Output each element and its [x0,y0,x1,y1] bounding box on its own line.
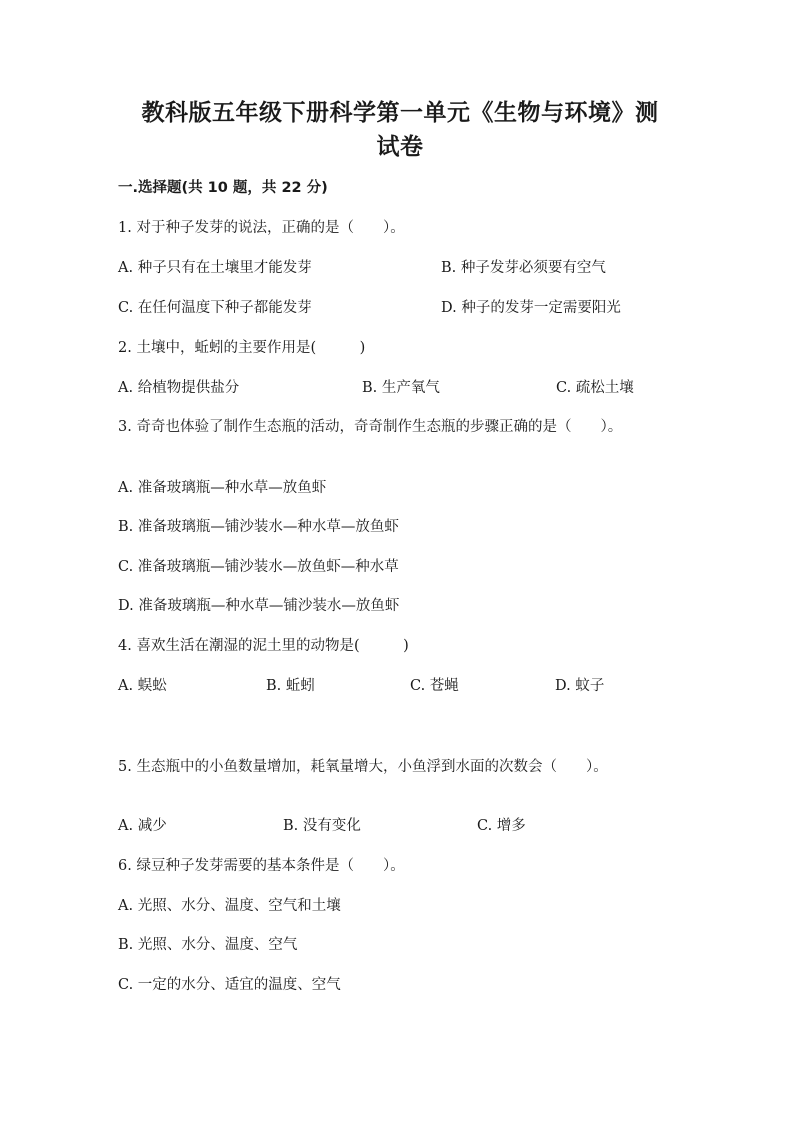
question-2-option-a: A. 给植物提供盐分 [118,380,240,396]
question-4-option-c: C. 苍蝇 [410,678,459,694]
question-3-option-c: C. 准备玻璃瓶—铺沙装水—放鱼虾—种水草 [118,559,399,575]
question-6-option-c: C. 一定的水分、适宜的温度、空气 [118,977,341,993]
question-1-option-d: D. 种子的发芽一定需要阳光 [441,300,621,316]
question-3-option-b: B. 准备玻璃瓶—铺沙装水—种水草—放鱼虾 [118,519,399,535]
question-5-stem: 5. 生态瓶中的小鱼数量增加，耗氧量增大，小鱼浮到水面的次数会（ ）。 [118,759,608,775]
document-title-line-1: 教科版五年级下册科学第一单元《生物与环境》测 [141,100,659,126]
question-6-option-a: A. 光照、水分、温度、空气和土壤 [118,898,341,914]
question-3-option-d: D. 准备玻璃瓶—种水草—铺沙装水—放鱼虾 [118,598,400,614]
question-1-option-b: B. 种子发芽必须要有空气 [441,260,606,276]
question-6-stem: 6. 绿豆种子发芽需要的基本条件是（ ）。 [118,858,405,874]
question-4-option-a: A. 蜈蚣 [118,678,167,694]
question-1-option-a: A. 种子只有在土壤里才能发芽 [118,260,312,276]
question-5-option-c: C. 增多 [477,818,526,834]
question-2-stem: 2. 土壤中，蚯蚓的主要作用是( ) [118,340,366,356]
question-4-option-b: B. 蚯蚓 [266,678,315,694]
question-1-stem: 1. 对于种子发芽的说法，正确的是（ ）。 [118,220,405,236]
question-3-stem: 3. 奇奇也体验了制作生态瓶的活动，奇奇制作生态瓶的步骤正确的是（ ）。 [118,419,623,435]
question-2-option-b: B. 生产氧气 [362,380,440,396]
question-6-option-b: B. 光照、水分、温度、空气 [118,937,298,953]
document-title-line-2: 试卷 [376,134,424,160]
question-4-stem: 4. 喜欢生活在潮湿的泥土里的动物是( ) [118,638,409,654]
question-2-option-c: C. 疏松土壤 [556,380,634,396]
question-4-option-d: D. 蚊子 [555,678,605,694]
question-5-option-b: B. 没有变化 [283,818,361,834]
section-heading: 一.选择题(共 10 题，共 22 分) [118,180,328,196]
question-1-option-c: C. 在任何温度下种子都能发芽 [118,300,312,316]
question-5-option-a: A. 减少 [118,818,167,834]
question-3-option-a: A. 准备玻璃瓶—种水草—放鱼虾 [118,480,327,496]
